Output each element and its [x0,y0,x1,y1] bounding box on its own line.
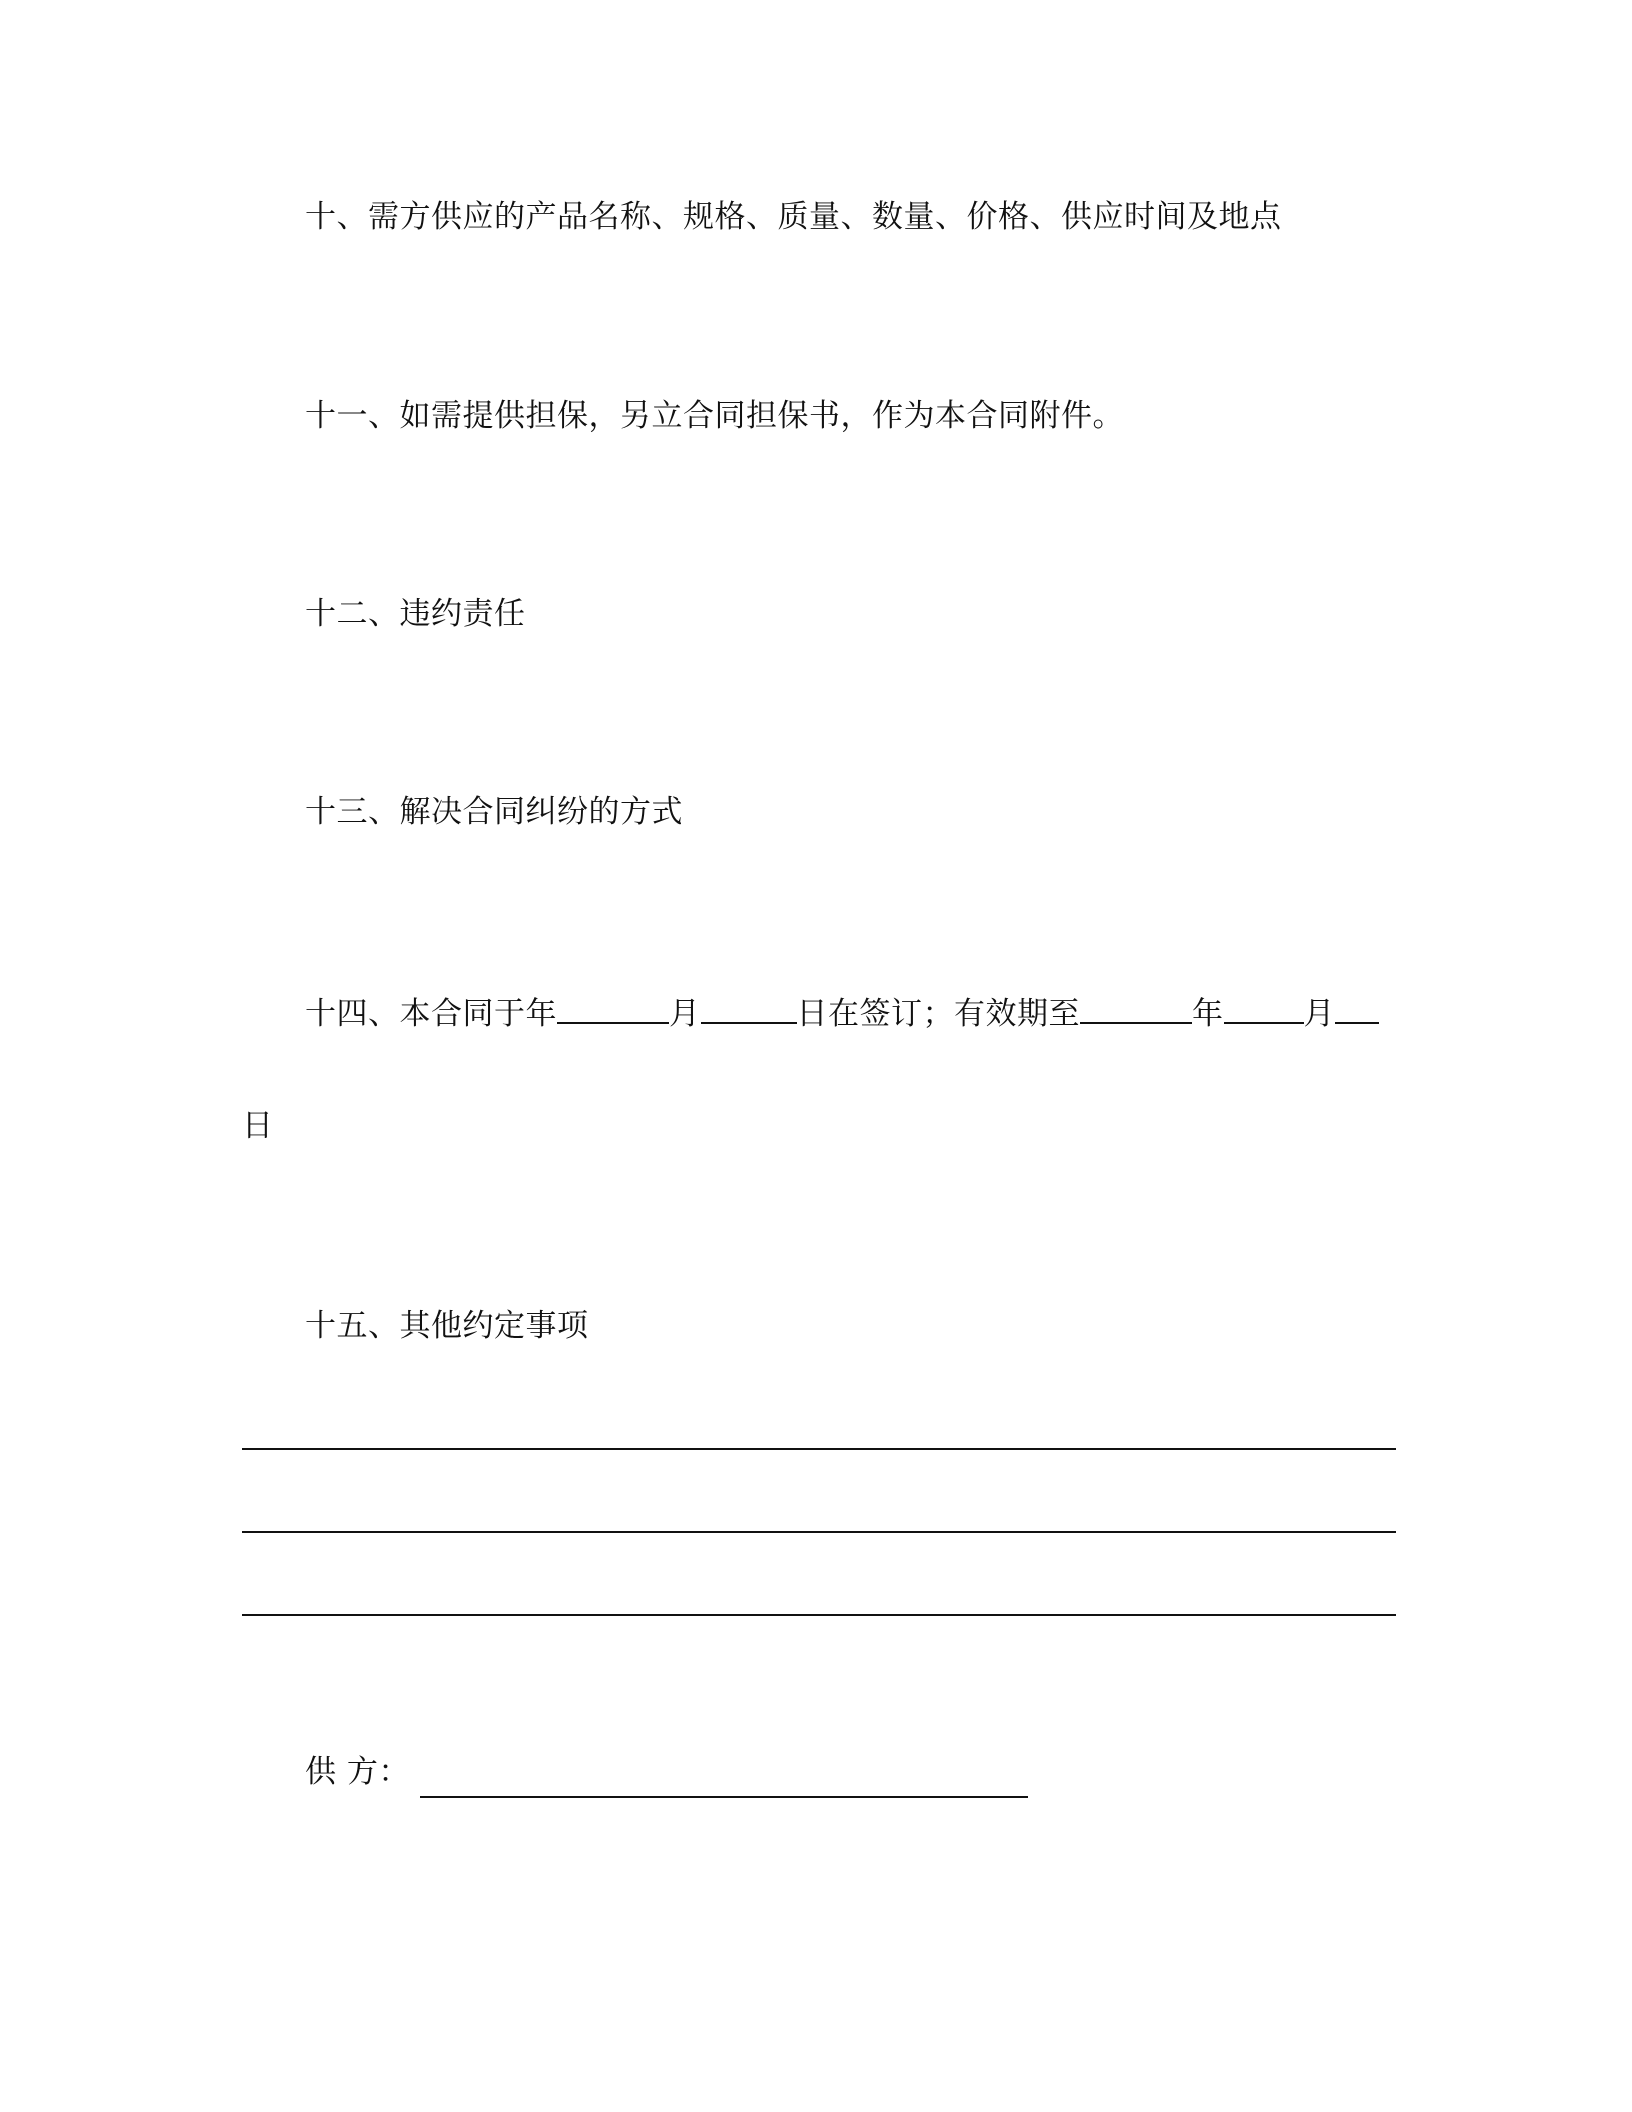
blank-line-2[interactable] [242,1531,1396,1533]
clause-14-day-end: 日 [242,1108,274,1144]
blank-line-3[interactable] [242,1614,1396,1616]
clause-13: 十三、解决合同纠纷的方式 [305,794,683,830]
clause-14-month: 月 [669,996,701,1032]
clause-14-prefix: 十四、本合同于年 [305,996,557,1032]
clause-14-year: 年 [1192,996,1224,1032]
clause-14 [305,990,1379,1034]
blank-end-day[interactable] [1335,990,1379,1024]
clause-10: 十、需方供应的产品名称、规格、质量、数量、价格、供应时间及地点 [305,199,1282,235]
clause-14-sign: 日在签订；有效期至 [796,996,1080,1032]
clause-12: 十二、违约责任 [305,596,526,632]
blank-end-month[interactable] [1224,990,1304,1024]
supplier-label: 供 方： [305,1754,410,1790]
clause-14-month-end: 月 [1303,996,1335,1032]
clause-15: 十五、其他约定事项 [305,1308,589,1344]
blank-month[interactable] [557,990,669,1024]
blank-day[interactable] [701,990,797,1024]
blank-end-year[interactable] [1080,990,1192,1024]
supplier-signature-line[interactable] [420,1796,1028,1798]
clause-11: 十一、如需提供担保，另立合同担保书，作为本合同附件。 [305,398,1124,434]
blank-line-1[interactable] [242,1448,1396,1450]
